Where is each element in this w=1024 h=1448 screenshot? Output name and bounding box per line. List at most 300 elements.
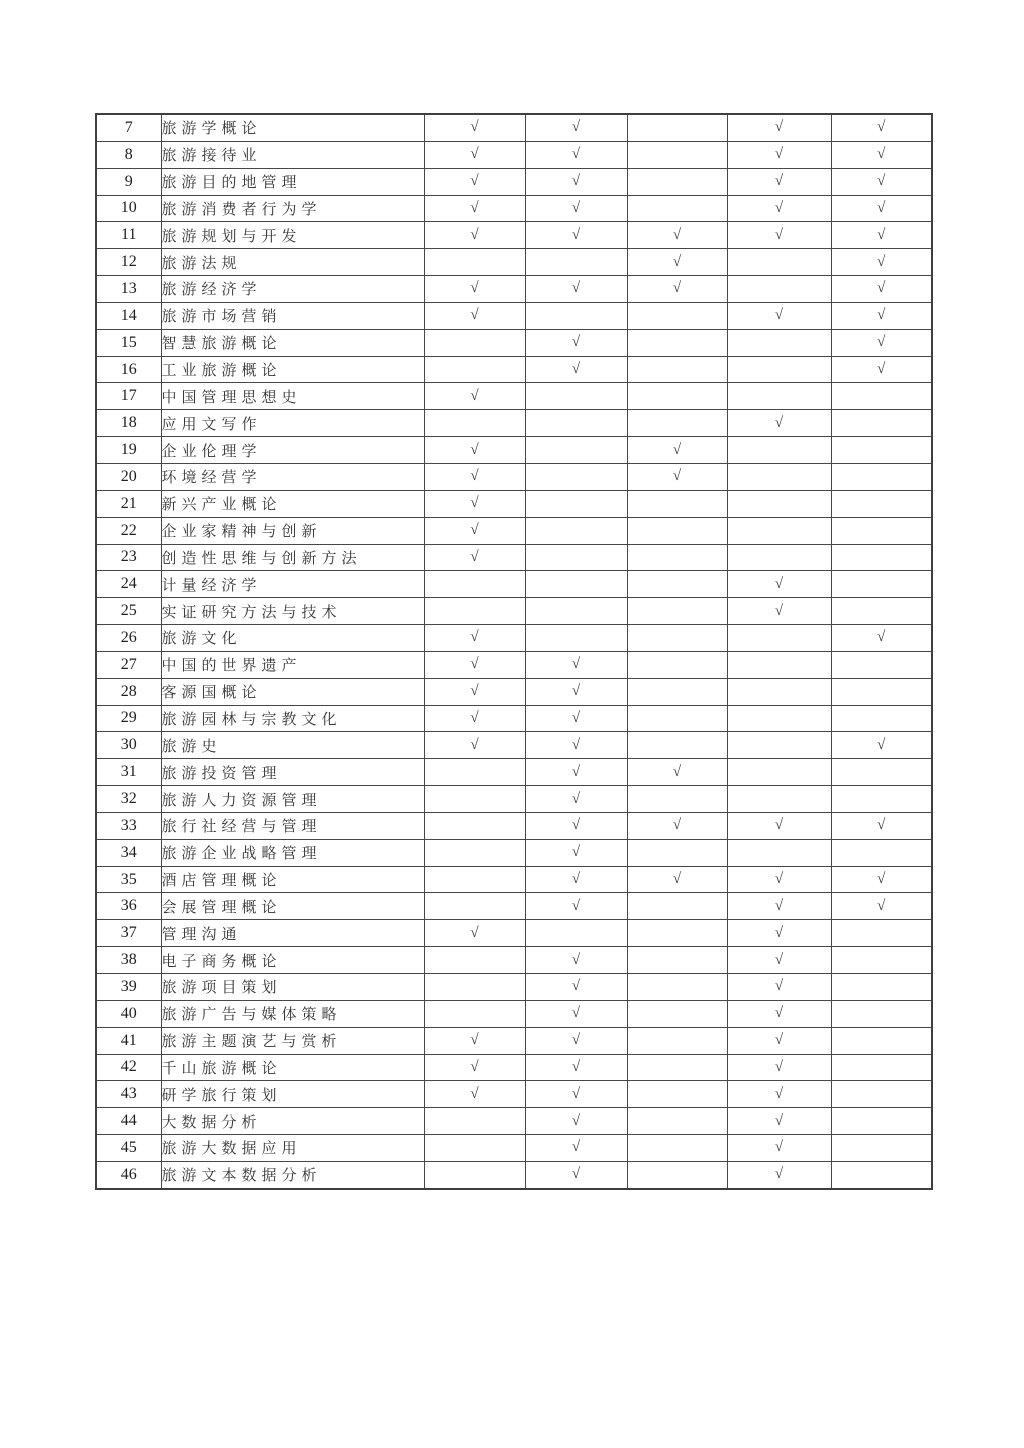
check-cell-2: √	[525, 678, 627, 705]
course-name-cell: 中国管理思想史	[161, 383, 424, 410]
check-cell-4	[727, 705, 831, 732]
row-number-cell: 15	[96, 329, 161, 356]
check-cell-3: √	[627, 759, 727, 786]
course-name-cell: 旅游接待业	[161, 141, 424, 168]
table-row	[96, 517, 932, 544]
check-cell-5: √	[831, 168, 932, 195]
check-cell-5	[831, 678, 932, 705]
table-row	[96, 893, 932, 920]
check-cell-4	[727, 759, 831, 786]
check-cell-5	[831, 517, 932, 544]
table-row	[96, 920, 932, 947]
check-cell-1: √	[424, 383, 525, 410]
check-cell-4: √	[727, 598, 831, 625]
check-cell-4: √	[727, 974, 831, 1001]
check-cell-2: √	[525, 732, 627, 759]
check-cell-5: √	[831, 893, 932, 920]
table-row	[96, 1161, 932, 1188]
check-cell-5	[831, 705, 932, 732]
check-cell-3	[627, 383, 727, 410]
check-cell-1: √	[424, 437, 525, 464]
check-cell-4	[727, 249, 831, 276]
check-cell-2: √	[525, 1054, 627, 1081]
check-cell-2: √	[525, 141, 627, 168]
check-cell-2: √	[525, 1108, 627, 1135]
course-name-cell: 实证研究方法与技术	[161, 598, 424, 625]
check-cell-1	[424, 329, 525, 356]
row-number-cell: 19	[96, 437, 161, 464]
check-cell-3	[627, 114, 727, 141]
course-name-cell: 会展管理概论	[161, 893, 424, 920]
row-number-cell: 43	[96, 1081, 161, 1108]
table-body	[96, 114, 932, 1189]
course-name-cell: 旅行社经营与管理	[161, 812, 424, 839]
check-cell-2	[525, 383, 627, 410]
check-cell-4: √	[727, 195, 831, 222]
check-cell-2	[525, 598, 627, 625]
check-cell-2: √	[525, 195, 627, 222]
row-number-cell: 9	[96, 168, 161, 195]
check-cell-3: √	[627, 437, 727, 464]
check-cell-2	[525, 490, 627, 517]
check-cell-1	[424, 1108, 525, 1135]
check-cell-2	[525, 571, 627, 598]
row-number-cell: 14	[96, 302, 161, 329]
row-number-cell: 21	[96, 490, 161, 517]
check-cell-4	[727, 329, 831, 356]
check-cell-2: √	[525, 786, 627, 813]
check-cell-4: √	[727, 114, 831, 141]
course-name-cell: 旅游文化	[161, 625, 424, 652]
check-cell-4: √	[727, 812, 831, 839]
course-name-cell: 旅游大数据应用	[161, 1135, 424, 1162]
table-row	[96, 383, 932, 410]
row-number-cell: 37	[96, 920, 161, 947]
check-cell-1: √	[424, 141, 525, 168]
check-cell-2: √	[525, 705, 627, 732]
row-number-cell: 27	[96, 651, 161, 678]
check-cell-2: √	[525, 947, 627, 974]
check-cell-2: √	[525, 168, 627, 195]
course-name-cell: 旅游项目策划	[161, 974, 424, 1001]
check-cell-1	[424, 1161, 525, 1188]
check-cell-5	[831, 651, 932, 678]
check-cell-3	[627, 490, 727, 517]
check-cell-1: √	[424, 195, 525, 222]
row-number-cell: 16	[96, 356, 161, 383]
row-number-cell: 29	[96, 705, 161, 732]
row-number-cell: 20	[96, 463, 161, 490]
check-cell-3	[627, 678, 727, 705]
course-name-cell: 千山旅游概论	[161, 1054, 424, 1081]
check-cell-5	[831, 1081, 932, 1108]
check-cell-5	[831, 383, 932, 410]
check-cell-2: √	[525, 651, 627, 678]
check-cell-1	[424, 571, 525, 598]
check-cell-5	[831, 1027, 932, 1054]
row-number-cell: 30	[96, 732, 161, 759]
check-cell-4	[727, 786, 831, 813]
check-cell-1: √	[424, 517, 525, 544]
check-cell-1: √	[424, 544, 525, 571]
check-cell-3	[627, 356, 727, 383]
check-cell-4: √	[727, 141, 831, 168]
check-cell-4: √	[727, 947, 831, 974]
check-cell-2: √	[525, 866, 627, 893]
check-cell-4	[727, 276, 831, 303]
check-cell-4	[727, 732, 831, 759]
table-row	[96, 302, 932, 329]
check-cell-1: √	[424, 490, 525, 517]
table-row	[96, 195, 932, 222]
check-cell-3	[627, 1000, 727, 1027]
check-cell-1: √	[424, 463, 525, 490]
table-row	[96, 168, 932, 195]
row-number-cell: 46	[96, 1161, 161, 1188]
row-number-cell: 18	[96, 410, 161, 437]
table-row	[96, 732, 932, 759]
check-cell-3	[627, 1027, 727, 1054]
course-name-cell: 企业家精神与创新	[161, 517, 424, 544]
course-name-cell: 计量经济学	[161, 571, 424, 598]
check-cell-5	[831, 759, 932, 786]
table-row	[96, 974, 932, 1001]
table-row	[96, 1081, 932, 1108]
check-cell-4	[727, 437, 831, 464]
check-cell-4: √	[727, 1161, 831, 1188]
check-cell-2: √	[525, 1161, 627, 1188]
check-cell-2: √	[525, 974, 627, 1001]
check-cell-5	[831, 463, 932, 490]
course-name-cell: 旅游学概论	[161, 114, 424, 141]
table-row	[96, 571, 932, 598]
row-number-cell: 23	[96, 544, 161, 571]
row-number-cell: 45	[96, 1135, 161, 1162]
check-cell-2: √	[525, 1000, 627, 1027]
check-cell-3	[627, 195, 727, 222]
course-name-cell: 旅游广告与媒体策略	[161, 1000, 424, 1027]
check-cell-2	[525, 463, 627, 490]
table-row	[96, 786, 932, 813]
course-name-cell: 应用文写作	[161, 410, 424, 437]
check-cell-2	[525, 249, 627, 276]
check-cell-2	[525, 437, 627, 464]
check-cell-1: √	[424, 625, 525, 652]
check-cell-3	[627, 1054, 727, 1081]
check-cell-4	[727, 517, 831, 544]
check-cell-4: √	[727, 302, 831, 329]
check-cell-5: √	[831, 302, 932, 329]
course-name-cell: 旅游投资管理	[161, 759, 424, 786]
check-cell-3	[627, 625, 727, 652]
table-row	[96, 598, 932, 625]
row-number-cell: 42	[96, 1054, 161, 1081]
check-cell-5	[831, 544, 932, 571]
check-cell-5	[831, 1108, 932, 1135]
check-cell-1: √	[424, 1081, 525, 1108]
check-cell-1: √	[424, 222, 525, 249]
check-cell-1	[424, 356, 525, 383]
check-cell-3	[627, 141, 727, 168]
check-cell-1: √	[424, 651, 525, 678]
row-number-cell: 7	[96, 114, 161, 141]
check-cell-5	[831, 1000, 932, 1027]
course-name-cell: 旅游园林与宗教文化	[161, 705, 424, 732]
check-cell-2: √	[525, 839, 627, 866]
check-cell-1	[424, 866, 525, 893]
check-cell-3	[627, 517, 727, 544]
check-cell-1: √	[424, 1027, 525, 1054]
check-cell-5: √	[831, 329, 932, 356]
table-row	[96, 329, 932, 356]
check-cell-1: √	[424, 732, 525, 759]
check-cell-1: √	[424, 678, 525, 705]
check-cell-4: √	[727, 1135, 831, 1162]
table-row	[96, 866, 932, 893]
course-name-cell: 旅游企业战略管理	[161, 839, 424, 866]
check-cell-3	[627, 329, 727, 356]
row-number-cell: 36	[96, 893, 161, 920]
check-cell-2: √	[525, 1081, 627, 1108]
check-cell-4: √	[727, 410, 831, 437]
check-cell-2: √	[525, 114, 627, 141]
check-cell-3: √	[627, 866, 727, 893]
check-cell-5	[831, 437, 932, 464]
check-cell-1	[424, 839, 525, 866]
course-name-cell: 旅游目的地管理	[161, 168, 424, 195]
check-cell-3	[627, 1161, 727, 1188]
check-cell-4: √	[727, 920, 831, 947]
check-cell-3	[627, 1108, 727, 1135]
check-cell-4	[727, 544, 831, 571]
check-cell-3	[627, 1081, 727, 1108]
check-cell-2	[525, 410, 627, 437]
check-cell-5	[831, 410, 932, 437]
check-cell-3	[627, 168, 727, 195]
check-cell-4	[727, 383, 831, 410]
check-cell-3	[627, 302, 727, 329]
row-number-cell: 24	[96, 571, 161, 598]
check-cell-2: √	[525, 356, 627, 383]
check-cell-1: √	[424, 276, 525, 303]
table-row	[96, 544, 932, 571]
table-row	[96, 759, 932, 786]
check-cell-2	[525, 920, 627, 947]
check-cell-5: √	[831, 812, 932, 839]
check-cell-1: √	[424, 1054, 525, 1081]
row-number-cell: 28	[96, 678, 161, 705]
row-number-cell: 33	[96, 812, 161, 839]
table-row	[96, 141, 932, 168]
check-cell-4	[727, 839, 831, 866]
check-cell-5: √	[831, 249, 932, 276]
row-number-cell: 8	[96, 141, 161, 168]
course-name-cell: 管理沟通	[161, 920, 424, 947]
table-row	[96, 1000, 932, 1027]
check-cell-1	[424, 812, 525, 839]
check-cell-5: √	[831, 141, 932, 168]
row-number-cell: 22	[96, 517, 161, 544]
check-cell-3	[627, 651, 727, 678]
course-name-cell: 旅游消费者行为学	[161, 195, 424, 222]
check-cell-3	[627, 410, 727, 437]
course-name-cell: 客源国概论	[161, 678, 424, 705]
table-row	[96, 705, 932, 732]
check-cell-2: √	[525, 222, 627, 249]
check-cell-3	[627, 732, 727, 759]
check-cell-4: √	[727, 893, 831, 920]
check-cell-5: √	[831, 222, 932, 249]
check-cell-5	[831, 1054, 932, 1081]
table-row	[96, 249, 932, 276]
table-row	[96, 356, 932, 383]
check-cell-5	[831, 490, 932, 517]
check-cell-3: √	[627, 249, 727, 276]
check-cell-5	[831, 1135, 932, 1162]
course-name-cell: 旅游史	[161, 732, 424, 759]
course-name-cell: 工业旅游概论	[161, 356, 424, 383]
row-number-cell: 10	[96, 195, 161, 222]
check-cell-2: √	[525, 1135, 627, 1162]
check-cell-1	[424, 893, 525, 920]
row-number-cell: 39	[96, 974, 161, 1001]
table-row	[96, 1054, 932, 1081]
row-number-cell: 31	[96, 759, 161, 786]
check-cell-2: √	[525, 893, 627, 920]
check-cell-4: √	[727, 168, 831, 195]
table-row	[96, 947, 932, 974]
check-cell-2: √	[525, 812, 627, 839]
check-cell-2: √	[525, 329, 627, 356]
course-name-cell: 酒店管理概论	[161, 866, 424, 893]
check-cell-4: √	[727, 1054, 831, 1081]
table-row	[96, 678, 932, 705]
check-cell-2: √	[525, 276, 627, 303]
check-cell-1	[424, 974, 525, 1001]
course-name-cell: 旅游人力资源管理	[161, 786, 424, 813]
check-cell-1	[424, 598, 525, 625]
row-number-cell: 35	[96, 866, 161, 893]
table-row	[96, 490, 932, 517]
check-cell-4	[727, 356, 831, 383]
check-cell-1: √	[424, 920, 525, 947]
check-cell-5: √	[831, 625, 932, 652]
course-name-cell: 智慧旅游概论	[161, 329, 424, 356]
check-cell-5	[831, 1161, 932, 1188]
check-cell-3	[627, 1135, 727, 1162]
table-row	[96, 1135, 932, 1162]
check-cell-4	[727, 490, 831, 517]
check-cell-5	[831, 786, 932, 813]
course-name-cell: 旅游法规	[161, 249, 424, 276]
check-cell-5	[831, 839, 932, 866]
check-cell-5: √	[831, 195, 932, 222]
check-cell-4	[727, 651, 831, 678]
table-row	[96, 410, 932, 437]
check-cell-3	[627, 544, 727, 571]
check-cell-2	[525, 302, 627, 329]
row-number-cell: 13	[96, 276, 161, 303]
course-name-cell: 新兴产业概论	[161, 490, 424, 517]
course-name-cell: 电子商务概论	[161, 947, 424, 974]
course-name-cell: 旅游规划与开发	[161, 222, 424, 249]
row-number-cell: 34	[96, 839, 161, 866]
check-cell-3: √	[627, 222, 727, 249]
course-name-cell: 旅游市场营销	[161, 302, 424, 329]
table-row	[96, 651, 932, 678]
table-row	[96, 812, 932, 839]
table-row	[96, 437, 932, 464]
check-cell-5	[831, 974, 932, 1001]
row-number-cell: 41	[96, 1027, 161, 1054]
check-cell-4	[727, 463, 831, 490]
row-number-cell: 40	[96, 1000, 161, 1027]
check-cell-4: √	[727, 1000, 831, 1027]
check-cell-4: √	[727, 1027, 831, 1054]
check-cell-5	[831, 571, 932, 598]
check-cell-3: √	[627, 812, 727, 839]
table-row	[96, 1108, 932, 1135]
course-name-cell: 大数据分析	[161, 1108, 424, 1135]
check-cell-1	[424, 759, 525, 786]
check-cell-4: √	[727, 866, 831, 893]
row-number-cell: 44	[96, 1108, 161, 1135]
check-cell-2	[525, 544, 627, 571]
row-number-cell: 25	[96, 598, 161, 625]
row-number-cell: 17	[96, 383, 161, 410]
check-cell-4: √	[727, 571, 831, 598]
check-cell-2	[525, 517, 627, 544]
check-cell-3	[627, 786, 727, 813]
check-cell-3	[627, 947, 727, 974]
check-cell-1	[424, 947, 525, 974]
course-name-cell: 中国的世界遗产	[161, 651, 424, 678]
course-name-cell: 企业伦理学	[161, 437, 424, 464]
check-cell-2	[525, 625, 627, 652]
check-cell-5	[831, 947, 932, 974]
check-cell-1	[424, 249, 525, 276]
table-row	[96, 463, 932, 490]
check-cell-4: √	[727, 1108, 831, 1135]
course-check-table	[95, 113, 933, 1190]
check-cell-3	[627, 920, 727, 947]
check-cell-2: √	[525, 1027, 627, 1054]
check-cell-5: √	[831, 114, 932, 141]
check-cell-1: √	[424, 168, 525, 195]
row-number-cell: 12	[96, 249, 161, 276]
row-number-cell: 38	[96, 947, 161, 974]
table-row	[96, 625, 932, 652]
check-cell-4	[727, 625, 831, 652]
course-name-cell: 旅游文本数据分析	[161, 1161, 424, 1188]
course-name-cell: 旅游经济学	[161, 276, 424, 303]
check-cell-5: √	[831, 732, 932, 759]
check-cell-5: √	[831, 356, 932, 383]
check-cell-5: √	[831, 276, 932, 303]
row-number-cell: 11	[96, 222, 161, 249]
check-cell-4	[727, 678, 831, 705]
check-cell-3	[627, 598, 727, 625]
check-cell-3	[627, 571, 727, 598]
course-name-cell: 旅游主题演艺与赏析	[161, 1027, 424, 1054]
check-cell-3: √	[627, 463, 727, 490]
check-cell-3	[627, 705, 727, 732]
course-name-cell: 创造性思维与创新方法	[161, 544, 424, 571]
check-cell-4: √	[727, 222, 831, 249]
check-cell-3	[627, 893, 727, 920]
table-row	[96, 276, 932, 303]
check-cell-1: √	[424, 114, 525, 141]
